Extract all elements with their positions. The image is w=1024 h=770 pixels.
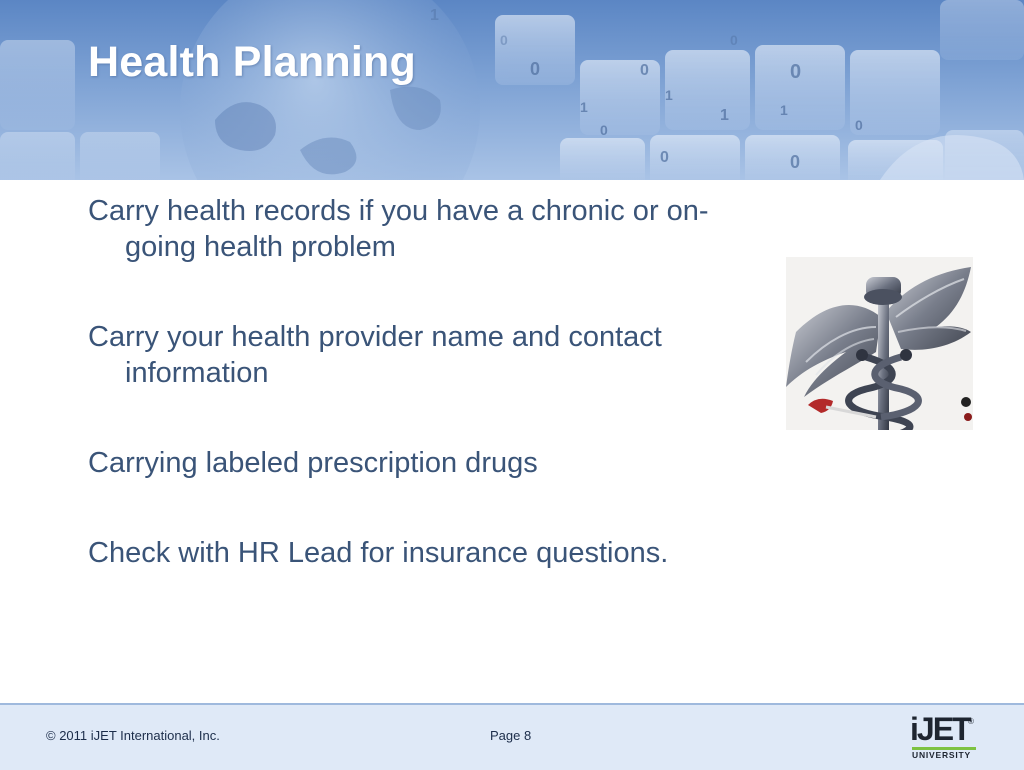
svg-text:1: 1 [720,107,729,124]
svg-text:0: 0 [530,59,541,79]
ijet-university-logo [908,713,980,761]
svg-text:0: 0 [730,32,738,48]
bullet-item-prescription-drugs: Carrying labeled prescription drugs [88,447,538,479]
logo-wordmark: iJET [910,711,970,747]
svg-text:0: 0 [660,149,669,166]
bullet-item-hr-insurance: Check with HR Lead for insurance questions. [88,537,669,569]
caduceus-icon [786,257,973,430]
bullet-item-provider-contact: Carry your health provider name and contact information [88,321,662,389]
svg-text:1: 1 [780,102,788,118]
caduceus-image [786,257,973,430]
svg-text:1: 1 [430,7,439,24]
svg-text:0: 0 [790,61,802,83]
slide-title: Health Planning [88,38,416,86]
page-number: Page 8 [490,728,532,743]
svg-text:0: 0 [500,32,508,48]
bullet-list [88,193,778,571]
svg-text:0: 0 [855,117,863,133]
svg-text:0: 0 [790,152,801,172]
footer-bar [0,703,1024,770]
svg-text:1: 1 [665,87,673,103]
logo-registered-mark: ® [968,717,974,726]
copyright-text: © 2011 iJET International, Inc. [46,728,220,743]
svg-text:0: 0 [600,122,608,138]
header-banner [0,0,1024,180]
bullet-item-health-records: Carry health records if you have a chronic or on-going health problem [88,195,709,263]
svg-text:1: 1 [580,99,588,115]
logo-subtitle: UNIVERSITY [912,750,972,760]
svg-text:0: 0 [640,62,649,79]
banner-background-image [0,0,1024,180]
